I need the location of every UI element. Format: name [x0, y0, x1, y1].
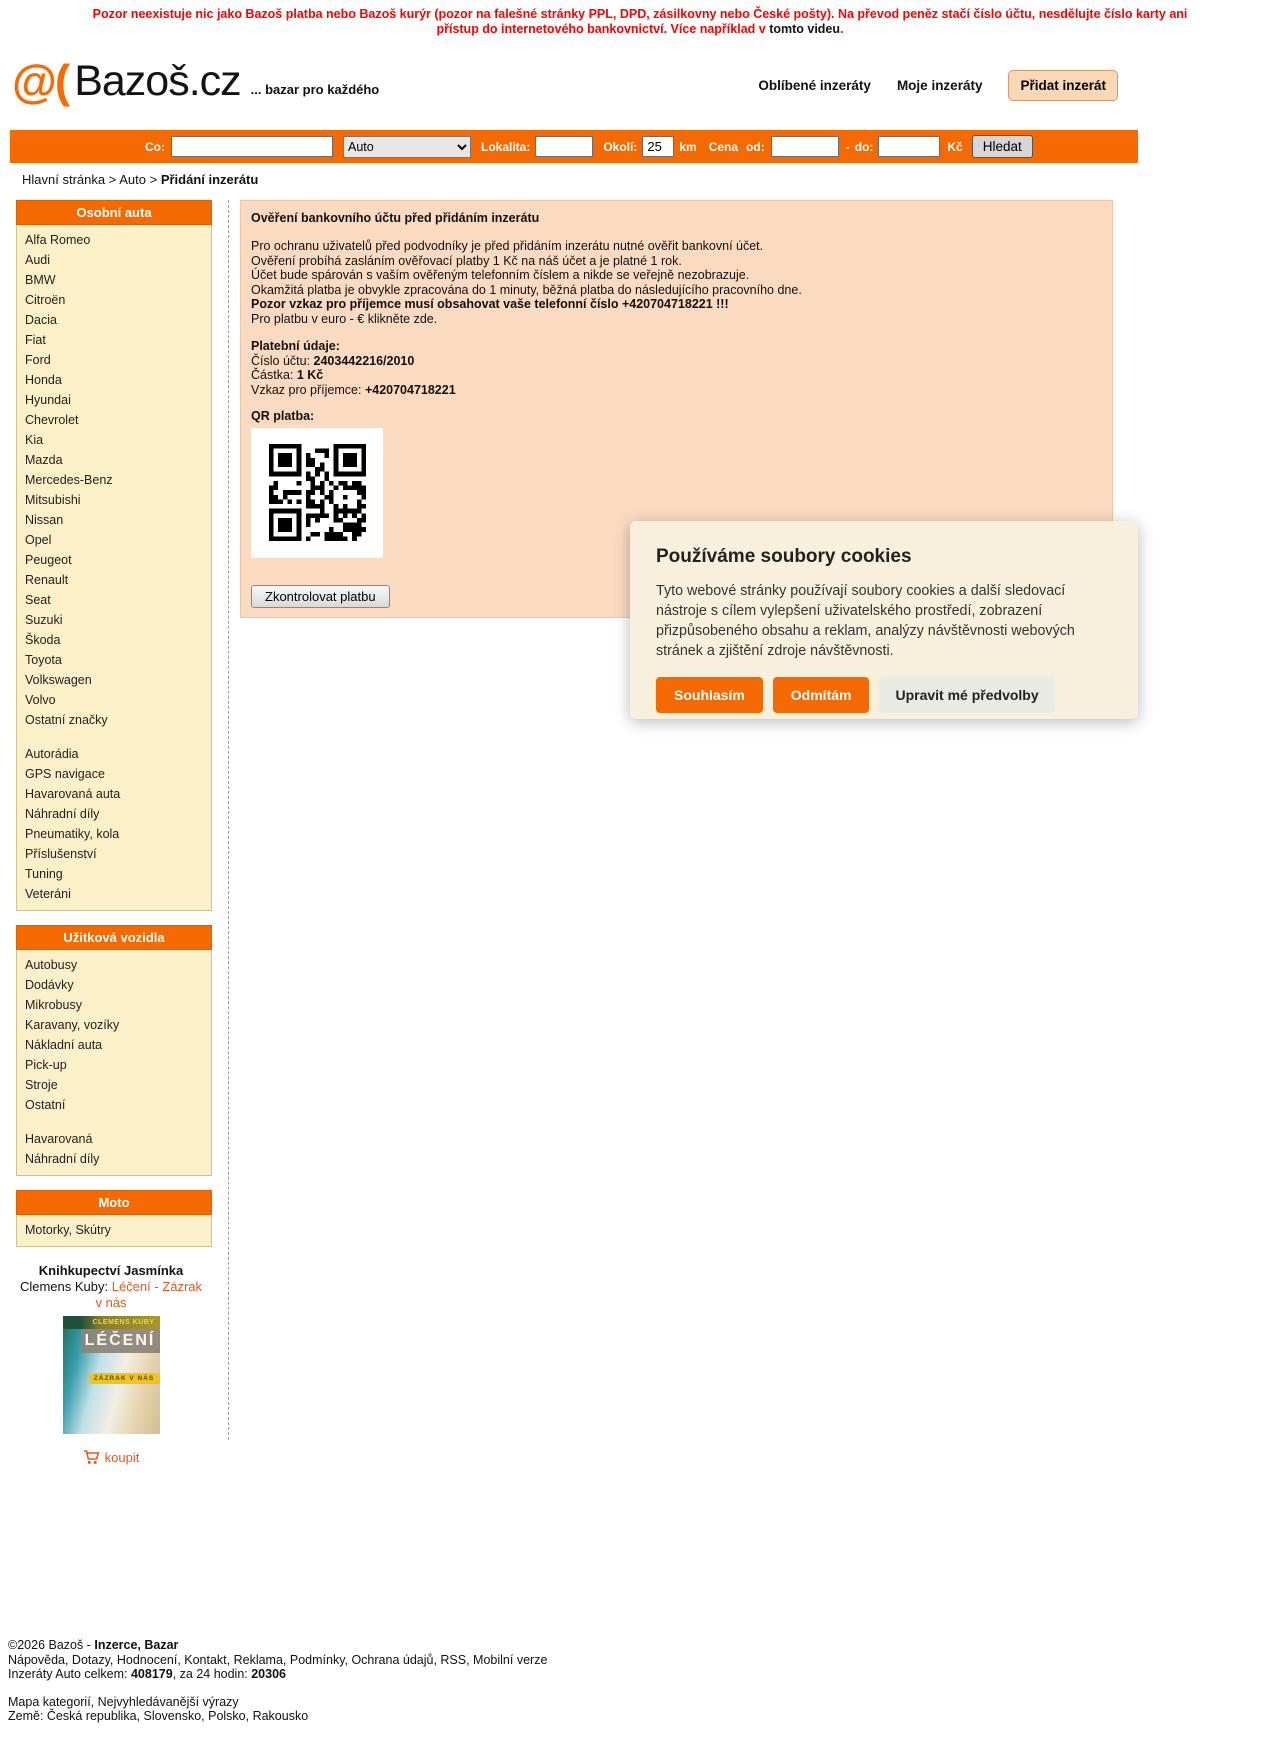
sidebar-item[interactable]: Seat	[25, 593, 51, 607]
info-paragraph: Účet bude spárován s vaším ověřeným telefonním číslem a nikde se veřejně nezobrazuje.	[251, 268, 750, 282]
sidebar-item[interactable]: Mikrobusy	[25, 998, 82, 1012]
euro-payment-line: Pro platbu v euro - € klikněte zde.	[251, 311, 438, 326]
cart-icon	[83, 1450, 100, 1465]
category-header: Moto	[16, 1190, 212, 1215]
sidebar-item[interactable]: Citroën	[25, 293, 66, 307]
cookie-customize-button[interactable]: Upravit mé předvolby	[879, 677, 1054, 713]
sidebar-item[interactable]: Havarovaná auta	[25, 787, 121, 801]
sidebar-item[interactable]: Mercedes-Benz	[25, 473, 113, 487]
fraud-warning-banner: Pozor neexistuje nic jako Bazoš platba nebo Bazoš kurýr (pozor na falešné stránky PPL, DPD, zásilkovny nebo České pošty). Na převod peněz stačí číslo účtu, nesdělujte číslo karty ani přístup do internetového bankovnictví. Více například v tomto videu.	[92, 7, 1188, 36]
bookshop-name: Knihkupectví Jasmínka	[38, 1263, 184, 1278]
sidebar-item[interactable]: Alfa Romeo	[25, 233, 91, 247]
sidebar-content-divider	[228, 200, 229, 1440]
book-cover-subtitle: ZÁZRAK V NÁS	[89, 1373, 160, 1384]
sidebar-item[interactable]: Škoda	[25, 633, 61, 647]
site-tagline: ... bazar pro každého	[250, 82, 380, 97]
video-link[interactable]: tomto videu	[769, 21, 841, 36]
footer	[8, 1638, 547, 1724]
category-box-uzitkova-vozidla	[16, 925, 212, 1176]
category-header: Osobní auta	[16, 200, 212, 225]
what-label: Co:	[145, 139, 165, 154]
sidebar-item[interactable]: Volkswagen	[25, 673, 92, 687]
category-select[interactable]	[343, 136, 471, 158]
book-author: Clemens Kuby:	[19, 1279, 112, 1294]
sidebar-item[interactable]: Hyundai	[25, 393, 71, 407]
radius-unit: km	[679, 139, 697, 154]
locality-input[interactable]	[535, 136, 593, 157]
countries-line: Země: Česká republika, Slovensko, Polsko, Rakousko	[8, 1709, 309, 1723]
sidebar-item[interactable]: Veteráni	[25, 887, 71, 901]
sidebar-item[interactable]: Havarovaná	[25, 1132, 93, 1146]
locality-label: Lokalita:	[481, 139, 531, 154]
panel-title: Ověření bankovního účtu před přidáním inzerátu	[251, 211, 540, 225]
sidebar-item[interactable]: Suzuki	[25, 613, 63, 627]
sidebar-item[interactable]: Renault	[25, 573, 69, 587]
sidebar-item[interactable]: Kia	[25, 433, 44, 447]
breadcrumb-home[interactable]: Hlavní stránka	[22, 172, 106, 187]
sidebar-item[interactable]: Náhradní díly	[25, 1152, 100, 1166]
sidebar-item[interactable]: Mazda	[25, 453, 63, 467]
info-paragraph: Ověření probíhá zasláním ověřovací platby 1 Kč na náš účet a je platné 1 rok.	[251, 253, 682, 268]
category-map-line[interactable]: Mapa kategorií, Nejvyhledávanější výrazy	[8, 1694, 239, 1709]
sidebar-item[interactable]: Nákladní auta	[25, 1038, 103, 1052]
search-input[interactable]	[171, 136, 333, 157]
message-value: +420704718221	[364, 382, 456, 397]
book-cover-title: LÉČENÍ	[81, 1329, 160, 1353]
cookie-consent-dialog	[630, 521, 1138, 719]
country-links[interactable]: Česká republika, Slovensko, Polsko, Rakousko	[46, 1709, 309, 1723]
info-paragraph: Pro ochranu uživatelů před podvodníky je před přidáním inzerátu nutné ověřit bankovní účet.	[251, 239, 764, 253]
header-nav	[758, 70, 1118, 101]
sidebar-item[interactable]: Fiat	[25, 333, 46, 347]
ad-counts-line: Inzeráty Auto celkem: 408179, za 24 hodin: 20306	[8, 1667, 286, 1681]
euro-payment-link[interactable]: klikněte zde	[367, 311, 434, 326]
logo-at-icon: @(	[12, 55, 69, 107]
sidebar-item[interactable]: Ostatní	[25, 1098, 66, 1112]
recipient-warning: Pozor vzkaz pro příjemce musí obsahovat vaše telefonní číslo +420704718221 !!!	[251, 297, 729, 311]
price-to-label: do:	[854, 139, 874, 154]
sidebar-item[interactable]: Ostatní značky	[25, 713, 108, 727]
account-number-value: 2403442216/2010	[313, 353, 415, 368]
check-payment-button[interactable]: Zkontrolovat platbu	[251, 585, 390, 608]
price-label: Cena	[708, 139, 739, 154]
sidebar-item[interactable]: GPS navigace	[25, 767, 105, 781]
sidebar-item[interactable]: Karavany, vozíky	[25, 1018, 120, 1032]
price-dash: -	[845, 139, 850, 154]
message-line: Vzkaz pro příjemce: +420704718221	[251, 382, 456, 397]
total-ads-count: 408179	[130, 1667, 173, 1681]
logo-text: Bazoš.cz	[74, 57, 241, 105]
price-from-input[interactable]	[771, 136, 839, 157]
sidebar-item[interactable]: Toyota	[25, 653, 62, 667]
cookie-dialog-text: Tyto webové stránky používají soubory cookies a další sledovací nástroje s cílem vylepšení uživatelského prostředí, zobrazení přizpůsobeného obsahu a reklam, analýzy návštěvnosti webových stránek a zjištění zdroje návštěvnosti.	[656, 583, 1075, 659]
price-from-label: od:	[746, 139, 765, 154]
favorites-link[interactable]: Oblíbené inzeráty	[758, 78, 871, 93]
qr-code-image	[251, 428, 383, 558]
sidebar-item[interactable]: Pneumatiky, kola	[25, 827, 120, 841]
sidebar-item[interactable]: Mitsubishi	[25, 493, 81, 507]
footer-site-links[interactable]: Inzerce, Bazar	[94, 1638, 179, 1652]
cookie-decline-button[interactable]: Odmítám	[773, 677, 870, 713]
sidebar-item[interactable]: Volvo	[25, 693, 56, 707]
sidebar	[16, 200, 212, 1465]
sidebar-item[interactable]: Dacia	[25, 313, 57, 327]
currency-label: Kč	[947, 139, 963, 154]
book-cover-author: CLEMENS KUBY	[63, 1316, 160, 1329]
book-title-link[interactable]: Léčení - Zázrak v nás	[95, 1279, 203, 1310]
copyright-line: ©2026 Bazoš - Inzerce, Bazar	[8, 1638, 179, 1652]
sidebar-item[interactable]: Audi	[25, 253, 51, 267]
sidebar-item[interactable]: Ford	[25, 353, 51, 367]
book-cover-image[interactable]	[63, 1316, 160, 1434]
sidebar-item[interactable]: BMW	[25, 273, 56, 287]
add-ad-button[interactable]: Přidat inzerát	[1008, 70, 1118, 101]
category-header: Užitková vozidla	[16, 925, 212, 950]
sidebar-item[interactable]: Autorádia	[25, 747, 79, 761]
sidebar-item[interactable]: Náhradní díly	[25, 807, 100, 821]
site-logo[interactable]	[12, 56, 379, 106]
cookie-accept-button[interactable]: Souhlasím	[656, 677, 763, 713]
payment-details-title: Platební údaje:	[251, 339, 340, 353]
breadcrumb-category[interactable]: Auto	[119, 172, 146, 187]
category-box-moto	[16, 1190, 212, 1247]
sidebar-item[interactable]: Pick-up	[25, 1058, 67, 1072]
sidebar-item[interactable]: Tuning	[25, 867, 63, 881]
cookie-dialog-title: Používáme soubory cookies	[656, 546, 912, 567]
breadcrumb: Hlavní stránka > Auto > Přidání inzerátu	[22, 172, 259, 187]
amount-line: Částka: 1 Kč	[251, 368, 324, 382]
sidebar-item[interactable]: Stroje	[25, 1078, 58, 1092]
my-ads-link[interactable]: Moje inzeráty	[896, 78, 983, 93]
sidebar-item[interactable]: Chevrolet	[25, 413, 79, 427]
search-bar	[10, 130, 1138, 163]
price-to-input[interactable]	[878, 136, 940, 157]
info-paragraph: Okamžitá platba je obvykle zpracována do 1 minuty, běžná platba do následujícího pracovního dne.	[251, 282, 802, 297]
footer-links-line[interactable]: Nápověda, Dotazy, Hodnocení, Kontakt, Reklama, Podmínky, Ochrana údajů, RSS, Mobilní verze	[8, 1652, 548, 1667]
sidebar-item[interactable]: Opel	[25, 533, 52, 547]
sidebar-item[interactable]: Příslušenství	[25, 847, 97, 861]
daily-ads-count: 20306	[251, 1667, 286, 1681]
fraud-warning-text: Pozor neexistuje nic jako Bazoš platba nebo Bazoš kurýr (pozor na falešné stránky PPL, DPD, zásilkovny nebo České pošty). Na převod peněz stačí číslo účtu, nesdělujte číslo karty ani přístup do internetového bankovnictví. Více například v	[92, 7, 1188, 36]
sidebar-item[interactable]: Autobusy	[25, 958, 78, 972]
buy-link[interactable]: koupit	[104, 1450, 140, 1465]
category-box-osobni-auta	[16, 200, 212, 911]
sidebar-item[interactable]: Honda	[25, 373, 62, 387]
amount-value: 1 Kč	[296, 368, 324, 382]
account-number-line: Číslo účtu: 2403442216/2010	[251, 353, 415, 368]
search-button[interactable]: Hledat	[972, 135, 1033, 158]
radius-label: Okolí:	[603, 139, 638, 154]
sidebar-item[interactable]: Dodávky	[25, 978, 74, 992]
sidebar-group-gap	[17, 730, 211, 744]
sidebar-item[interactable]: Motorky, Skútry	[25, 1223, 111, 1237]
bookshop-ad	[16, 1263, 206, 1465]
sidebar-group-gap	[17, 1115, 211, 1129]
sidebar-item[interactable]: Peugeot	[25, 553, 72, 567]
radius-input[interactable]	[642, 136, 674, 157]
breadcrumb-current: Přidání inzerátu	[160, 172, 259, 187]
qr-payment-label: QR platba:	[251, 409, 315, 423]
sidebar-item[interactable]: Nissan	[25, 513, 64, 527]
